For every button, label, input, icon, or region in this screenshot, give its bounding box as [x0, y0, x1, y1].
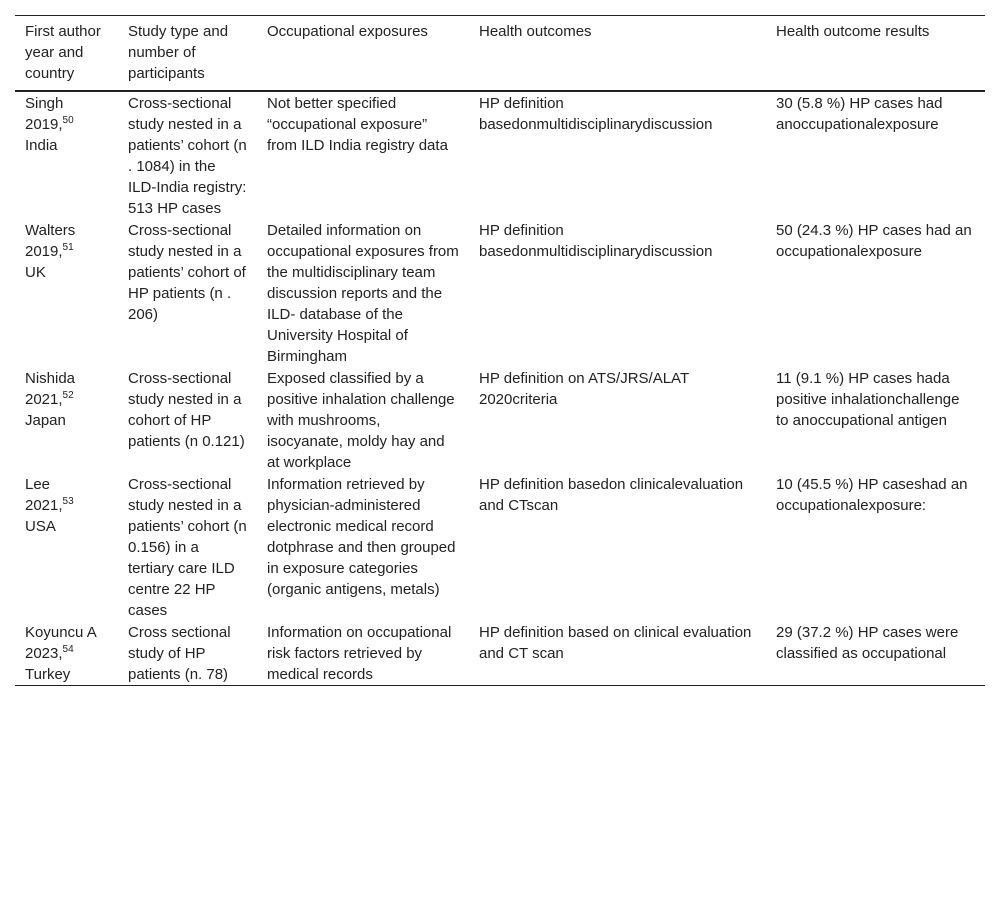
author-country: Japan	[25, 412, 66, 429]
cell-study-type: Cross-sectional study nested in a patients’ cohort (n . 1084) in the ILD-India registry: 513 HP cases	[128, 95, 247, 217]
cell-exposures: Information retrieved by physician-administered electronic medical record dotphrase and then grouped in exposure categories (organic antigens, metals)	[267, 476, 456, 598]
cell-results: 50 (24.3 %) HP cases had an occupationalexposure	[776, 222, 972, 260]
author-country: Turkey	[25, 666, 71, 683]
cell-results: 29 (37.2 %) HP cases were classified as occupational	[776, 624, 959, 662]
cell-exposures: Detailed information on occupational exposures from the multidisciplinary team discussion reports and the ILD- database of the University Hospital of Birmingham	[267, 222, 459, 365]
reference-number: 54	[62, 644, 74, 655]
cell-author	[15, 473, 118, 621]
author-name: Lee	[25, 476, 51, 493]
table-row	[15, 367, 985, 473]
table-row	[15, 219, 985, 367]
author-name: Singh	[25, 95, 64, 112]
author-country: USA	[25, 518, 56, 535]
cell-exposures: Information on occupational risk factors retrieved by medical records	[267, 624, 452, 683]
cell-author	[15, 367, 118, 473]
author-year: 2019,	[25, 116, 63, 133]
cell-author	[15, 219, 118, 367]
header-author-year-country: First author year and country	[25, 23, 101, 82]
reference-number: 53	[62, 496, 74, 507]
cell-exposures: Exposed classified by a positive inhalation challenge with mushrooms, isocyanate, moldy hay and at workplace	[267, 370, 455, 471]
cell-author	[15, 621, 118, 686]
reference-number: 52	[62, 390, 74, 401]
cell-study-type: Cross-sectional study nested in a patients’ cohort of HP patients (n . 206)	[128, 222, 246, 323]
reference-number: 50	[62, 115, 74, 126]
author-name: Walters	[25, 222, 76, 239]
studies-table	[15, 15, 985, 686]
author-country: India	[25, 137, 58, 154]
cell-outcomes: HP definition on ATS/JRS/ALAT 2020criteria	[479, 370, 689, 408]
cell-author	[15, 91, 118, 219]
header-study-type: Study type and number of participants	[128, 23, 229, 82]
table-row	[15, 473, 985, 621]
table-row	[15, 91, 985, 219]
cell-study-type: Cross-sectional study nested in a patients’ cohort (n 0.156) in a tertiary care ILD centre 22 HP cases	[128, 476, 247, 619]
header-occupational-exposures: Occupational exposures	[267, 23, 428, 40]
cell-exposures: Not better specified “occupational exposure” from ILD India registry data	[267, 95, 448, 154]
cell-study-type: Cross-sectional study nested in a cohort of HP patients (n 0.121)	[128, 370, 245, 450]
table-row	[15, 621, 985, 686]
author-year: 2023,	[25, 645, 63, 662]
cell-outcomes: HP definition basedon clinicalevaluation and CTscan	[479, 476, 744, 514]
author-year: 2021,	[25, 391, 63, 408]
cell-study-type: Cross sectional study of HP patients (n. 78)	[128, 624, 231, 683]
table-header-row	[15, 16, 985, 92]
author-year: 2019,	[25, 243, 63, 260]
author-country: UK	[25, 264, 46, 281]
author-name: Koyuncu A	[25, 624, 97, 641]
cell-outcomes: HP definition basedonmultidisciplinarydiscussion	[479, 222, 713, 260]
author-year: 2021,	[25, 497, 63, 514]
header-health-outcomes: Health outcomes	[479, 23, 592, 40]
cell-outcomes: HP definition based on clinical evaluation and CT scan	[479, 624, 752, 662]
header-health-outcome-results: Health outcome results	[776, 23, 930, 40]
cell-outcomes: HP definition basedonmultidisciplinarydiscussion	[479, 95, 713, 133]
cell-results: 10 (45.5 %) HP caseshad an occupationalexposure:	[776, 476, 968, 514]
cell-results: 30 (5.8 %) HP cases had anoccupationalexposure	[776, 95, 943, 133]
reference-number: 51	[62, 242, 74, 253]
author-name: Nishida	[25, 370, 76, 387]
cell-results: 11 (9.1 %) HP cases hada positive inhalationchallenge to anoccupational antigen	[776, 370, 960, 429]
